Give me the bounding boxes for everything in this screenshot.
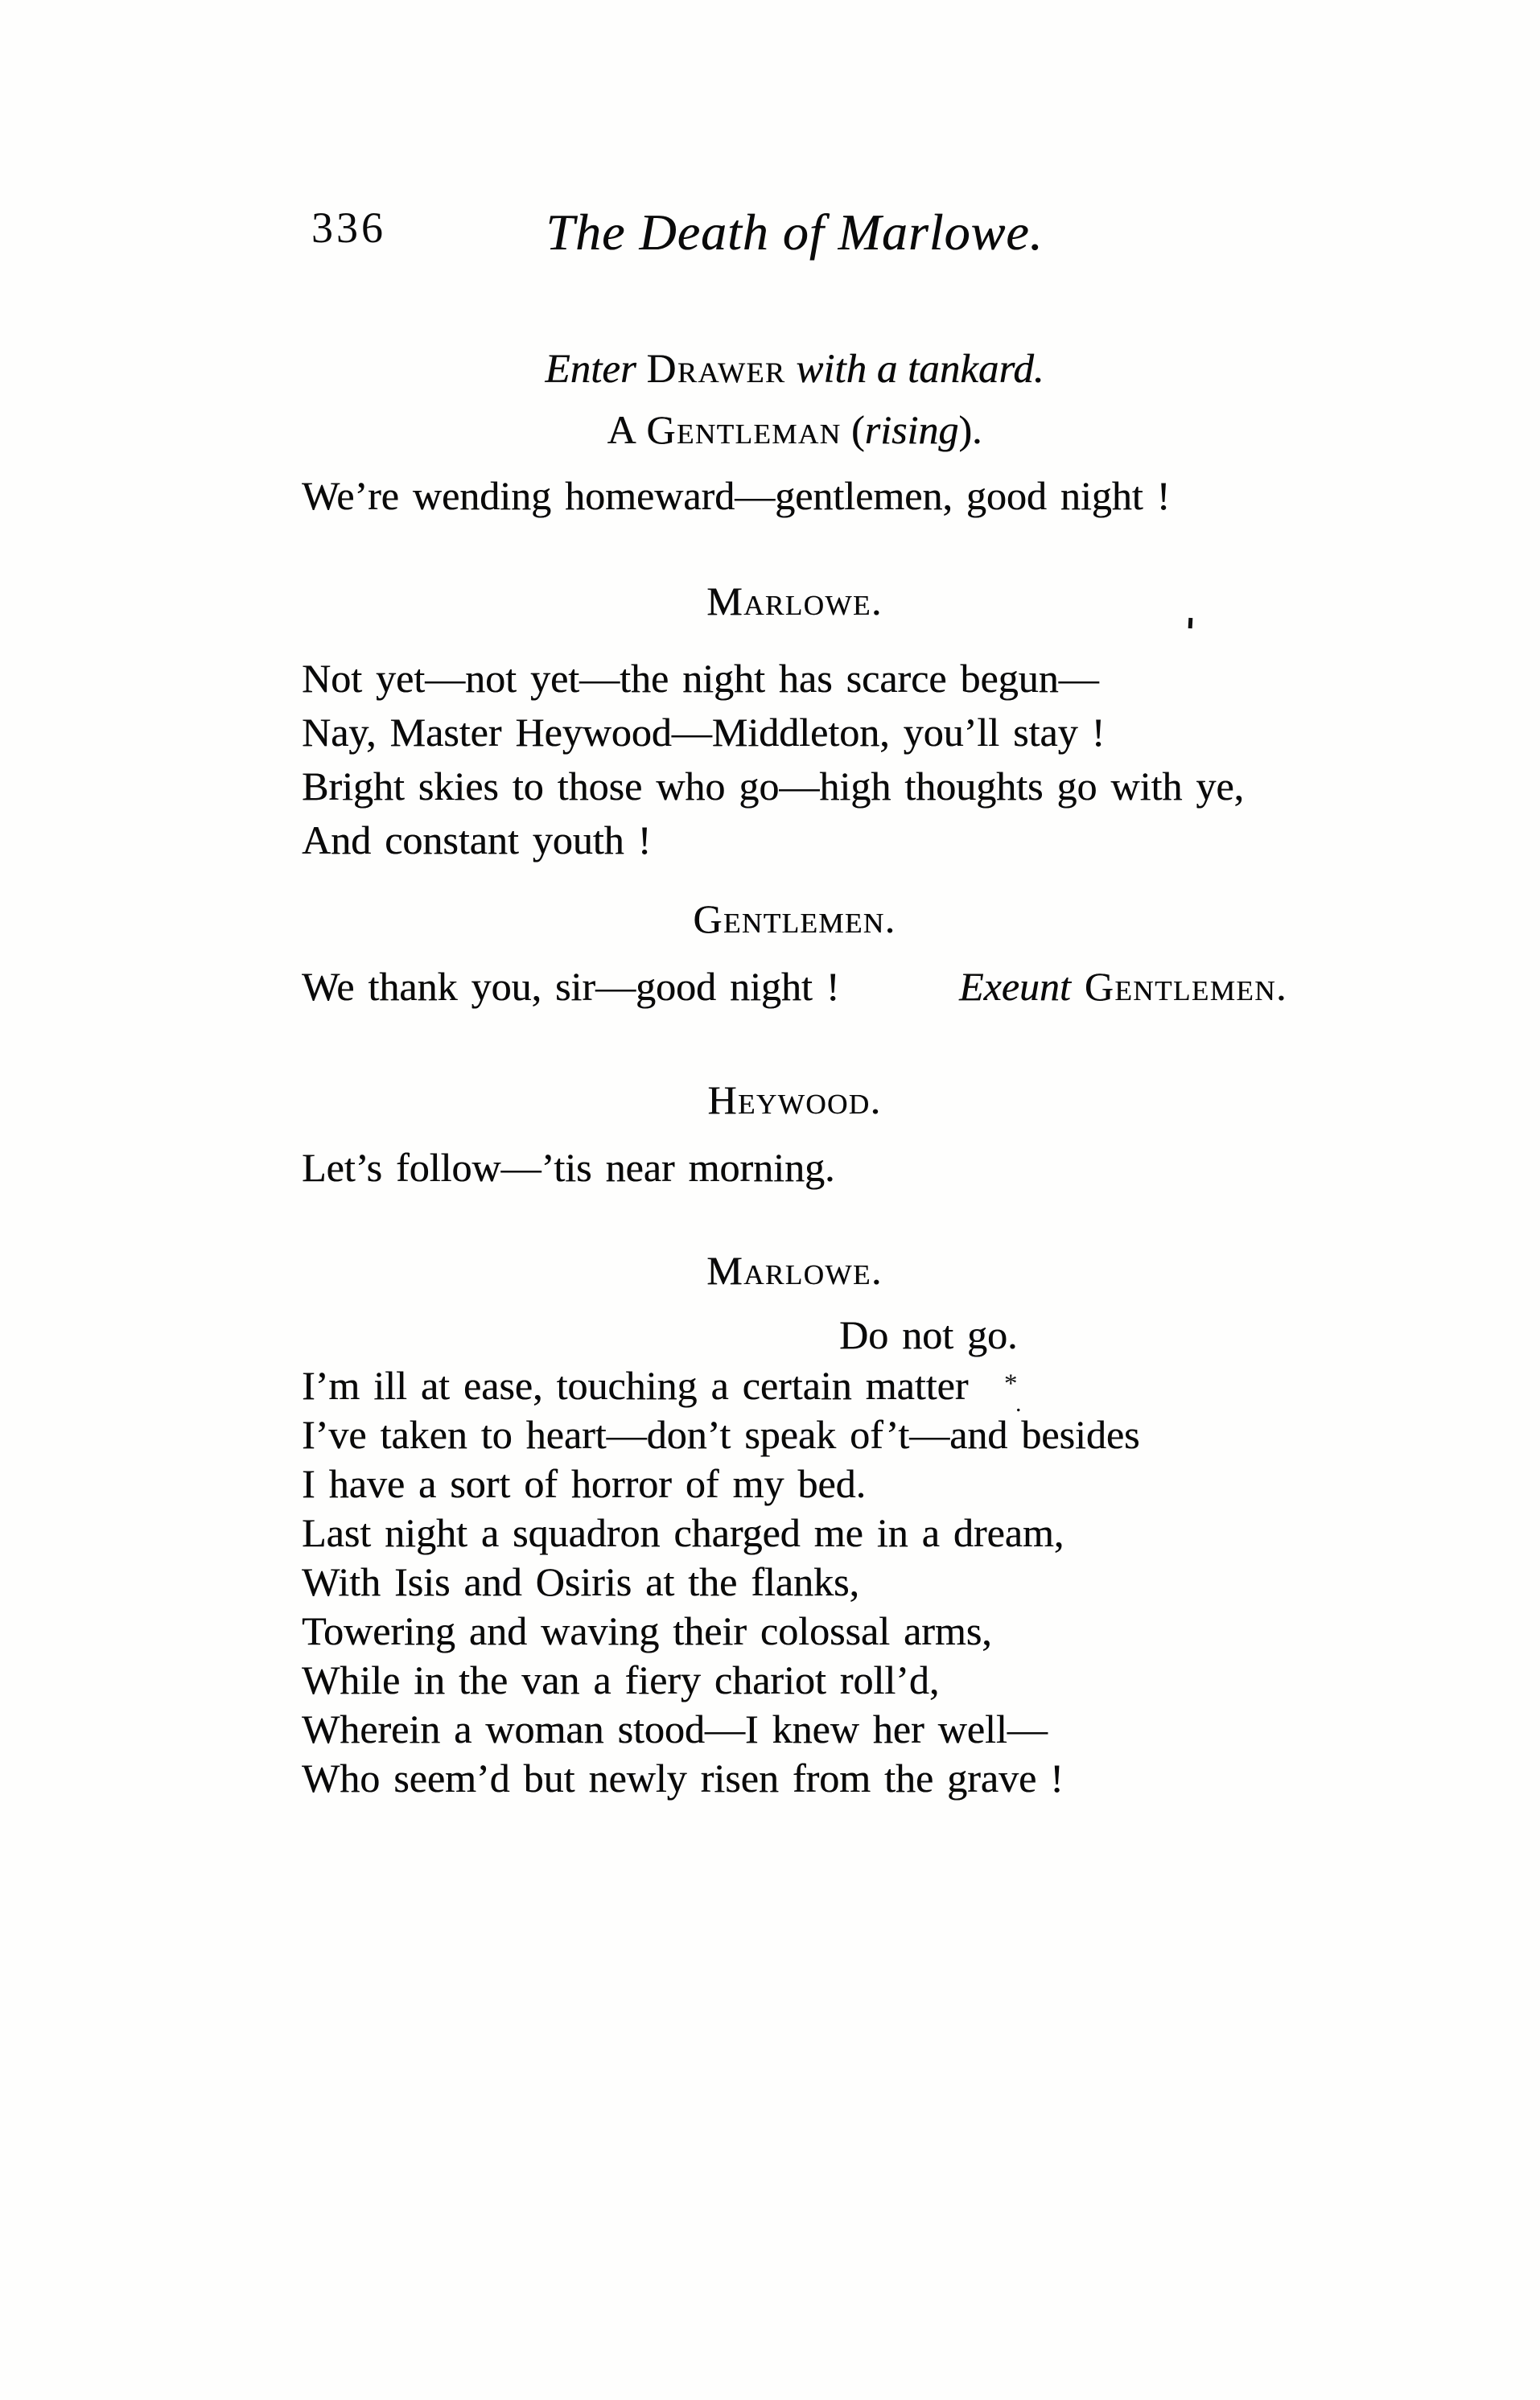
stage-direction-enter: Enter — [545, 347, 647, 392]
ink-dot-mark: . — [1015, 1390, 1022, 1417]
verse-block — [302, 1361, 1287, 1803]
ink-speck — [1188, 618, 1193, 628]
verse-line: I have a sort of horror of my bed. — [302, 1461, 867, 1506]
verse-line: I’m ill at ease, touching a certain matter — [302, 1363, 969, 1408]
running-title: The Death of Marlowe. — [546, 204, 1044, 261]
verse-line: Nay, Master Heywood—Middleton, you’ll stay ! — [302, 710, 1106, 755]
half-verse-line: Do not go. — [839, 1312, 1018, 1357]
running-header — [302, 203, 1287, 267]
stage-direction-character: Drawer — [646, 347, 786, 392]
ink-asterisk-mark: * — [1004, 1369, 1018, 1398]
verse-line: I’ve taken to heart—don’t speak of’t—and besides — [302, 1412, 1140, 1457]
speaker-heading-gentleman — [302, 406, 1287, 453]
speaker-heading-gentlemen: Gentlemen. — [693, 896, 896, 941]
verse-line: Last night a squadron charged me in a dream, — [302, 1510, 1064, 1555]
stage-direction-rest: with a tankard. — [785, 347, 1044, 392]
paren-close: ). — [958, 407, 982, 452]
dialogue-line: We thank you, sir—good night ! — [302, 964, 840, 1009]
speaker-name: A Gentleman — [607, 407, 842, 452]
page-number: 336 — [311, 204, 386, 252]
verse-line: Who seem’d but newly risen from the grave ! — [302, 1756, 1064, 1801]
speaker-heading-marlowe-2: Marlowe. — [706, 1248, 883, 1293]
verse-line: Not yet—not yet—the night has scarce begun— — [302, 656, 1099, 701]
dialogue-line: Let’s follow—’tis near morning. — [302, 1145, 835, 1190]
verse-line: Bright skies to those who go—high thoughts go with ye, — [302, 764, 1245, 809]
verse-line: With Isis and Osiris at the flanks, — [302, 1559, 859, 1604]
verse-line: While in the van a fiery chariot roll’d, — [302, 1657, 940, 1702]
verse-block — [302, 652, 1287, 867]
dialogue-line: We’re wending homeward—gentlemen, good night ! — [302, 473, 1171, 518]
exit-direction — [959, 963, 1287, 1010]
verse-line: Towering and waving their colossal arms, — [302, 1608, 992, 1653]
verse-line: Wherein a woman stood—I knew her well— — [302, 1706, 1048, 1752]
verse-line: And constant youth ! — [302, 817, 652, 862]
dialogue-with-exit — [302, 963, 1287, 1010]
paren-open: ( — [841, 407, 865, 452]
speaker-heading-heywood: Heywood. — [707, 1077, 882, 1122]
exeunt-label: Exeunt — [958, 964, 1085, 1009]
exit-character: Gentlemen. — [1084, 964, 1287, 1009]
speaker-direction: rising — [864, 407, 959, 452]
speaker-heading-marlowe: Marlowe. — [706, 578, 883, 624]
stage-direction — [302, 346, 1287, 393]
